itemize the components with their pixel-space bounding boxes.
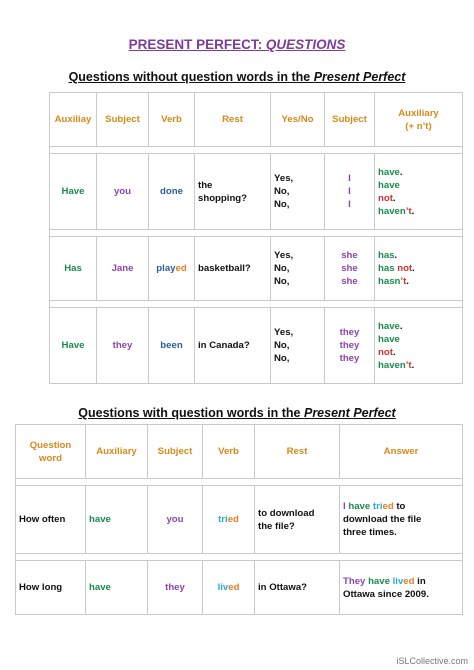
cell-subject-2 — [324, 154, 374, 230]
cell-verb — [148, 154, 194, 230]
answer-line: They have lived in — [343, 575, 426, 587]
subject-line: I — [348, 199, 351, 210]
subject-line: they — [339, 353, 360, 364]
cell-verb — [148, 308, 194, 384]
verb-stem: been — [160, 340, 183, 351]
rest-line: shopping? — [198, 192, 248, 204]
rest-line: the file? — [258, 520, 295, 532]
cell-verb — [202, 561, 254, 615]
verb-suffix: ed — [175, 263, 187, 274]
header-rest: Rest — [254, 424, 339, 479]
answer-line: has. — [378, 250, 398, 261]
subject-line: they — [339, 327, 360, 338]
table-without-question-words — [49, 92, 463, 384]
cell-answers — [374, 237, 463, 301]
cell-yes-no — [270, 308, 324, 384]
answer-line: Ottawa since 2009. — [343, 588, 429, 600]
cell-question-word: How long — [15, 561, 85, 615]
table-row — [15, 561, 463, 615]
rest-line: in Canada? — [198, 340, 250, 351]
cell-answer — [339, 486, 463, 554]
answer-line: three times. — [343, 527, 397, 538]
cell-aux: Have — [49, 308, 96, 384]
rest-line: the — [198, 179, 213, 191]
answer-line: hasn’t. — [378, 276, 409, 287]
table2-header-row — [15, 424, 463, 479]
table1-header-row — [49, 92, 463, 147]
yes-no-line: Yes, — [274, 173, 294, 184]
subject-line: she — [341, 250, 358, 261]
answer-line: not. — [378, 346, 396, 358]
row-gap — [49, 147, 463, 154]
answer-line: have — [378, 333, 400, 345]
verb-suffix: ed — [228, 582, 240, 593]
table-row — [15, 486, 463, 554]
header-verb: Verb — [148, 92, 194, 147]
rest-line: basketball? — [198, 263, 251, 274]
header-rest: Rest — [194, 92, 270, 147]
cell-aux: Has — [49, 237, 96, 301]
cell-subject-2 — [324, 237, 374, 301]
answer-line: have. — [378, 166, 403, 178]
yes-no-line: No, — [274, 199, 290, 210]
cell-rest — [194, 308, 270, 384]
header-word-label: word — [39, 452, 62, 464]
cell-subject-2 — [324, 308, 374, 384]
answer-line: have. — [378, 320, 403, 332]
subject-line: she — [341, 263, 358, 274]
header-yes-no: Yes/No — [270, 92, 324, 147]
page-title — [0, 37, 474, 52]
cell-subject: they — [147, 561, 202, 615]
rest-line: to download — [258, 507, 315, 519]
row-gap — [15, 479, 463, 486]
answer-line: has not. — [378, 263, 415, 274]
verb-stem: liv — [217, 582, 229, 593]
answer-line: I have tried to — [343, 501, 406, 512]
cell-question-word: How often — [15, 486, 85, 554]
header-question-label: Question — [29, 439, 72, 451]
yes-no-line: Yes, — [274, 327, 294, 338]
yes-no-line: Yes, — [274, 250, 294, 261]
yes-no-line: No, — [274, 263, 290, 274]
yes-no-line: No, — [274, 353, 290, 364]
verb-stem: done — [160, 186, 183, 197]
cell-yes-no — [270, 154, 324, 230]
verb-suffix: ed — [227, 514, 239, 525]
cell-answer — [339, 561, 463, 615]
header-subject-2: Subject — [324, 92, 374, 147]
row-gap — [15, 554, 463, 561]
header-subject: Subject — [96, 92, 148, 147]
verb-stem: play — [156, 263, 176, 274]
subject-line: I — [348, 186, 351, 197]
cell-rest — [254, 561, 339, 615]
row-gap — [49, 301, 463, 308]
subject-line: I — [348, 173, 351, 184]
answer-line: not. — [378, 192, 396, 204]
header-auxiliary: Auxiliay — [49, 92, 96, 147]
footer-watermark: iSLCollective.com — [396, 656, 468, 666]
cell-subject: you — [147, 486, 202, 554]
verb-stem: tri — [218, 514, 228, 525]
cell-aux: Have — [49, 154, 96, 230]
header-verb: Verb — [202, 424, 254, 479]
cell-rest — [194, 237, 270, 301]
table-row — [49, 308, 463, 384]
cell-verb — [148, 237, 194, 301]
cell-answers — [374, 308, 463, 384]
section1-heading-main: Questions without question words in the — [68, 70, 314, 84]
table-row — [49, 237, 463, 301]
header-question-word — [15, 424, 85, 479]
cell-subject: they — [96, 308, 148, 384]
header-nt-label: (+ n’t) — [405, 120, 432, 132]
cell-aux: have — [85, 561, 147, 615]
subject-line: she — [341, 276, 358, 287]
header-answer: Answer — [339, 424, 463, 479]
cell-rest — [194, 154, 270, 230]
row-gap — [49, 230, 463, 237]
title-main: PRESENT PERFECT: — [128, 37, 266, 52]
cell-verb — [202, 486, 254, 554]
table-row — [49, 154, 463, 230]
answer-line: download the file — [343, 514, 422, 525]
subject-line: they — [339, 340, 360, 351]
header-auxiliary-nt — [374, 92, 463, 147]
section1-heading-italic: Present Perfect — [313, 70, 406, 84]
cell-subject: Jane — [96, 237, 148, 301]
cell-yes-no — [270, 237, 324, 301]
yes-no-line: No, — [274, 276, 290, 287]
cell-aux: have — [85, 486, 147, 554]
answer-line: have — [378, 179, 400, 191]
header-auxiliary-label: Auxiliary — [398, 107, 439, 119]
yes-no-line: No, — [274, 340, 290, 351]
section2-heading — [0, 406, 474, 420]
answer-line: haven’t. — [378, 205, 415, 217]
section1-heading — [0, 70, 474, 84]
cell-answers — [374, 154, 463, 230]
section2-heading-italic: Present Perfect — [303, 406, 396, 420]
cell-rest — [254, 486, 339, 554]
section2-heading-main: Questions with question words in the — [78, 406, 304, 420]
table-with-question-words — [15, 424, 463, 615]
cell-subject: you — [96, 154, 148, 230]
yes-no-line: No, — [274, 186, 290, 197]
header-auxiliary: Auxiliary — [85, 424, 147, 479]
header-subject: Subject — [147, 424, 202, 479]
rest-line: in Ottawa? — [258, 582, 308, 593]
title-italic: QUESTIONS — [265, 37, 346, 52]
answer-line: haven’t. — [378, 359, 415, 371]
